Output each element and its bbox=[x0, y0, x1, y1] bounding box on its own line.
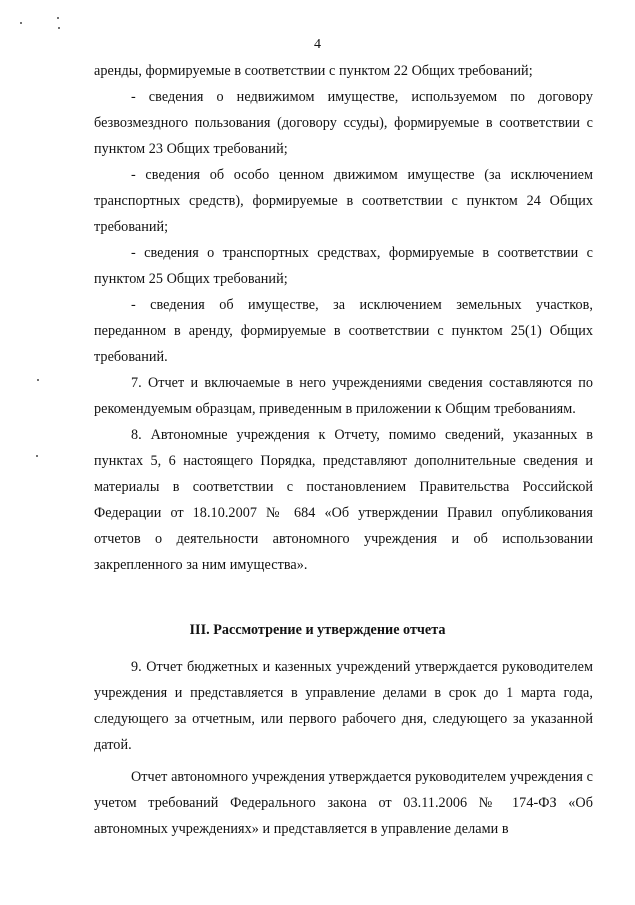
paragraph: - сведения о транспортных средствах, формируемые в соответствии с пунктом 25 Общих требований; bbox=[94, 245, 593, 287]
scan-speck bbox=[36, 455, 38, 457]
scan-speck bbox=[37, 379, 39, 381]
paragraph: - сведения об имуществе, за исключением земельных участков, переданном в аренду, формируемые в соответствии с пунктом 25(1) Общих требований. bbox=[94, 297, 593, 365]
body-text-top bbox=[94, 58, 593, 578]
page-number: 4 bbox=[314, 37, 321, 52]
scan-speck bbox=[58, 27, 60, 29]
paragraph: - сведения об особо ценном движимом имуществе (за исключением транспортных средств), формируемые в соответствии с пунктом 24 Общих требований; bbox=[94, 167, 593, 235]
paragraph: аренды, формируемые в соответствии с пунктом 22 Общих требований; bbox=[94, 63, 533, 79]
paragraph: 9. Отчет бюджетных и казенных учреждений утверждается руководителем учреждения и представляется в управление делами в срок до 1 марта года, следующего за отчетным, или первого рабочего дня, следующего за указанной датой. bbox=[94, 659, 593, 753]
scan-speck bbox=[57, 17, 59, 19]
section-heading: III. Рассмотрение и утверждение отчета bbox=[189, 622, 446, 638]
paragraph: 7. Отчет и включаемые в него учреждениями сведения составляются по рекомендуемым образцам, приведенным в приложении к Общим требованиям. bbox=[94, 375, 593, 417]
paragraph: Отчет автономного учреждения утверждается руководителем учреждения с учетом требований Федерального закона от 03.11.2006 № 174-ФЗ «Об автономных учреждениях» и представляется в управление делами в bbox=[94, 769, 593, 837]
body-text-bottom bbox=[94, 654, 593, 842]
scan-speck bbox=[20, 22, 22, 24]
paragraph: 8. Автономные учреждения к Отчету, помимо сведений, указанных в пунктах 5, 6 настоящего Порядка, представляют дополнительные сведения и материалы в соответствии с постановлением Правительства Российской Федерации от 18.10.2007 № 684 «Об утверждении Правил опубликования отчетов о деятельности автономного учреждения и об использовании закрепленного за ним имущества». bbox=[94, 427, 593, 573]
paragraph: - сведения о недвижимом имуществе, используемом по договору безвозмездного пользования (договору ссуды), формируемые в соответствии с пунктом 23 Общих требований; bbox=[94, 89, 593, 157]
